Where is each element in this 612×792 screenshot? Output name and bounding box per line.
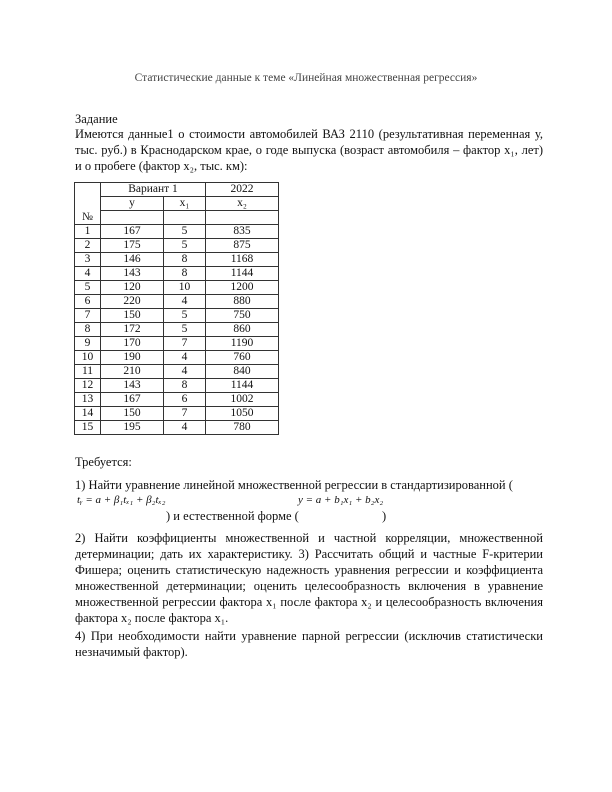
col-header-x2: x₂ [206, 197, 279, 211]
value-x1: 8 [164, 253, 206, 267]
table-row [75, 267, 279, 281]
row-number: 12 [75, 379, 101, 393]
variant-label: Вариант 1 [101, 183, 206, 197]
item4-paragraph: 4) При необходимости найти уравнение парной регрессии (исключив статистически незначимый фактор). [75, 629, 543, 659]
value-y: 146 [101, 253, 164, 267]
value-y: 167 [101, 393, 164, 407]
standardized-equation: tᵧ = a + β₁tₓ₁ + β₂tₓ₂ [77, 494, 166, 506]
value-x2: 780 [206, 421, 279, 435]
row-number: 7 [75, 309, 101, 323]
table-row [75, 281, 279, 295]
table-row [75, 309, 279, 323]
intro-paragraph: Имеются данные1 о стоимости автомобилей ВАЗ 2110 (результативная переменная у, тыс. руб.) в Краснодарском крае, о годе выпуска (возраст автомобиля – фактор x₁, лет) и о пробеге (фактор x₂, тыс. км): [75, 127, 543, 173]
row-number: 11 [75, 365, 101, 379]
value-x1: 7 [164, 337, 206, 351]
value-x2: 835 [206, 225, 279, 239]
value-x1: 5 [164, 309, 206, 323]
row-number: 2 [75, 239, 101, 253]
item1-text-mid: ) и естественной форме ( [166, 509, 299, 523]
value-x1: 6 [164, 393, 206, 407]
data-table [74, 182, 279, 435]
value-x2: 1144 [206, 379, 279, 393]
table-row [75, 407, 279, 421]
row-number: 9 [75, 337, 101, 351]
value-x2: 1168 [206, 253, 279, 267]
row-number: 15 [75, 421, 101, 435]
table-row [75, 295, 279, 309]
value-y: 143 [101, 267, 164, 281]
value-x1: 7 [164, 407, 206, 421]
table-row [75, 253, 279, 267]
row-number: 10 [75, 351, 101, 365]
row-number: 5 [75, 281, 101, 295]
task-heading: Задание [75, 112, 118, 126]
value-y: 175 [101, 239, 164, 253]
value-x2: 880 [206, 295, 279, 309]
value-x1: 4 [164, 365, 206, 379]
table-row [75, 225, 279, 239]
row-number: 6 [75, 295, 101, 309]
natural-equation: y = a + b₁x₁ + b₂x₂ [298, 494, 384, 506]
value-x1: 4 [164, 351, 206, 365]
table-header-columns-row [75, 197, 279, 211]
table-row [75, 239, 279, 253]
table-row [75, 337, 279, 351]
value-y: 143 [101, 379, 164, 393]
value-x2: 1144 [206, 267, 279, 281]
document-title: Статистические данные к теме «Линейная множественная регрессия» [134, 72, 478, 84]
row-number: 14 [75, 407, 101, 421]
row-number: 1 [75, 225, 101, 239]
table-row [75, 393, 279, 407]
table-row [75, 379, 279, 393]
table-row [75, 365, 279, 379]
table-row [75, 351, 279, 365]
value-x1: 4 [164, 421, 206, 435]
item1-text-start: 1) Найти уравнение линейной множественной регрессии в стандартизированной ( [75, 478, 513, 492]
value-y: 170 [101, 337, 164, 351]
value-x1: 5 [164, 239, 206, 253]
value-y: 150 [101, 309, 164, 323]
value-x2: 860 [206, 323, 279, 337]
num-header: № [75, 183, 101, 225]
value-x2: 750 [206, 309, 279, 323]
table-header-variant-row [75, 183, 279, 197]
row-number: 13 [75, 393, 101, 407]
col-header-y: y [101, 197, 164, 211]
value-x1: 5 [164, 323, 206, 337]
table-row [75, 323, 279, 337]
value-x1: 4 [164, 295, 206, 309]
value-x1: 5 [164, 225, 206, 239]
table-row [75, 421, 279, 435]
value-y: 210 [101, 365, 164, 379]
value-x1: 10 [164, 281, 206, 295]
value-y: 220 [101, 295, 164, 309]
row-number: 3 [75, 253, 101, 267]
variant-year: 2022 [206, 183, 279, 197]
value-y: 167 [101, 225, 164, 239]
value-x2: 1002 [206, 393, 279, 407]
item2-paragraph: 2) Найти коэффициенты множественной и частной корреляции, множественной детерминации; дать их характеристику. 3) Рассчитать общий и частные F-критерии Фишера; оценить статистическую надежность уравнения регрессии и коэффициента множественной детерминации; оценить целесообразность включения в уравнение множественной регрессии фактора x₁ после фактора x₂ и целесообразность включения фактора x₂ после фактора x₁. [75, 531, 543, 625]
value-x2: 1200 [206, 281, 279, 295]
value-x2: 760 [206, 351, 279, 365]
value-y: 195 [101, 421, 164, 435]
value-x2: 1190 [206, 337, 279, 351]
value-x1: 8 [164, 267, 206, 281]
value-x2: 1050 [206, 407, 279, 421]
row-number: 8 [75, 323, 101, 337]
value-y: 190 [101, 351, 164, 365]
table-header-spacer-row [75, 211, 279, 225]
requirements-heading: Требуется: [75, 455, 132, 469]
col-header-x1: x₁ [164, 197, 206, 211]
value-x2: 875 [206, 239, 279, 253]
value-y: 150 [101, 407, 164, 421]
row-number: 4 [75, 267, 101, 281]
value-x1: 8 [164, 379, 206, 393]
value-x2: 840 [206, 365, 279, 379]
value-y: 120 [101, 281, 164, 295]
item1-text-end: ) [382, 509, 387, 523]
value-y: 172 [101, 323, 164, 337]
